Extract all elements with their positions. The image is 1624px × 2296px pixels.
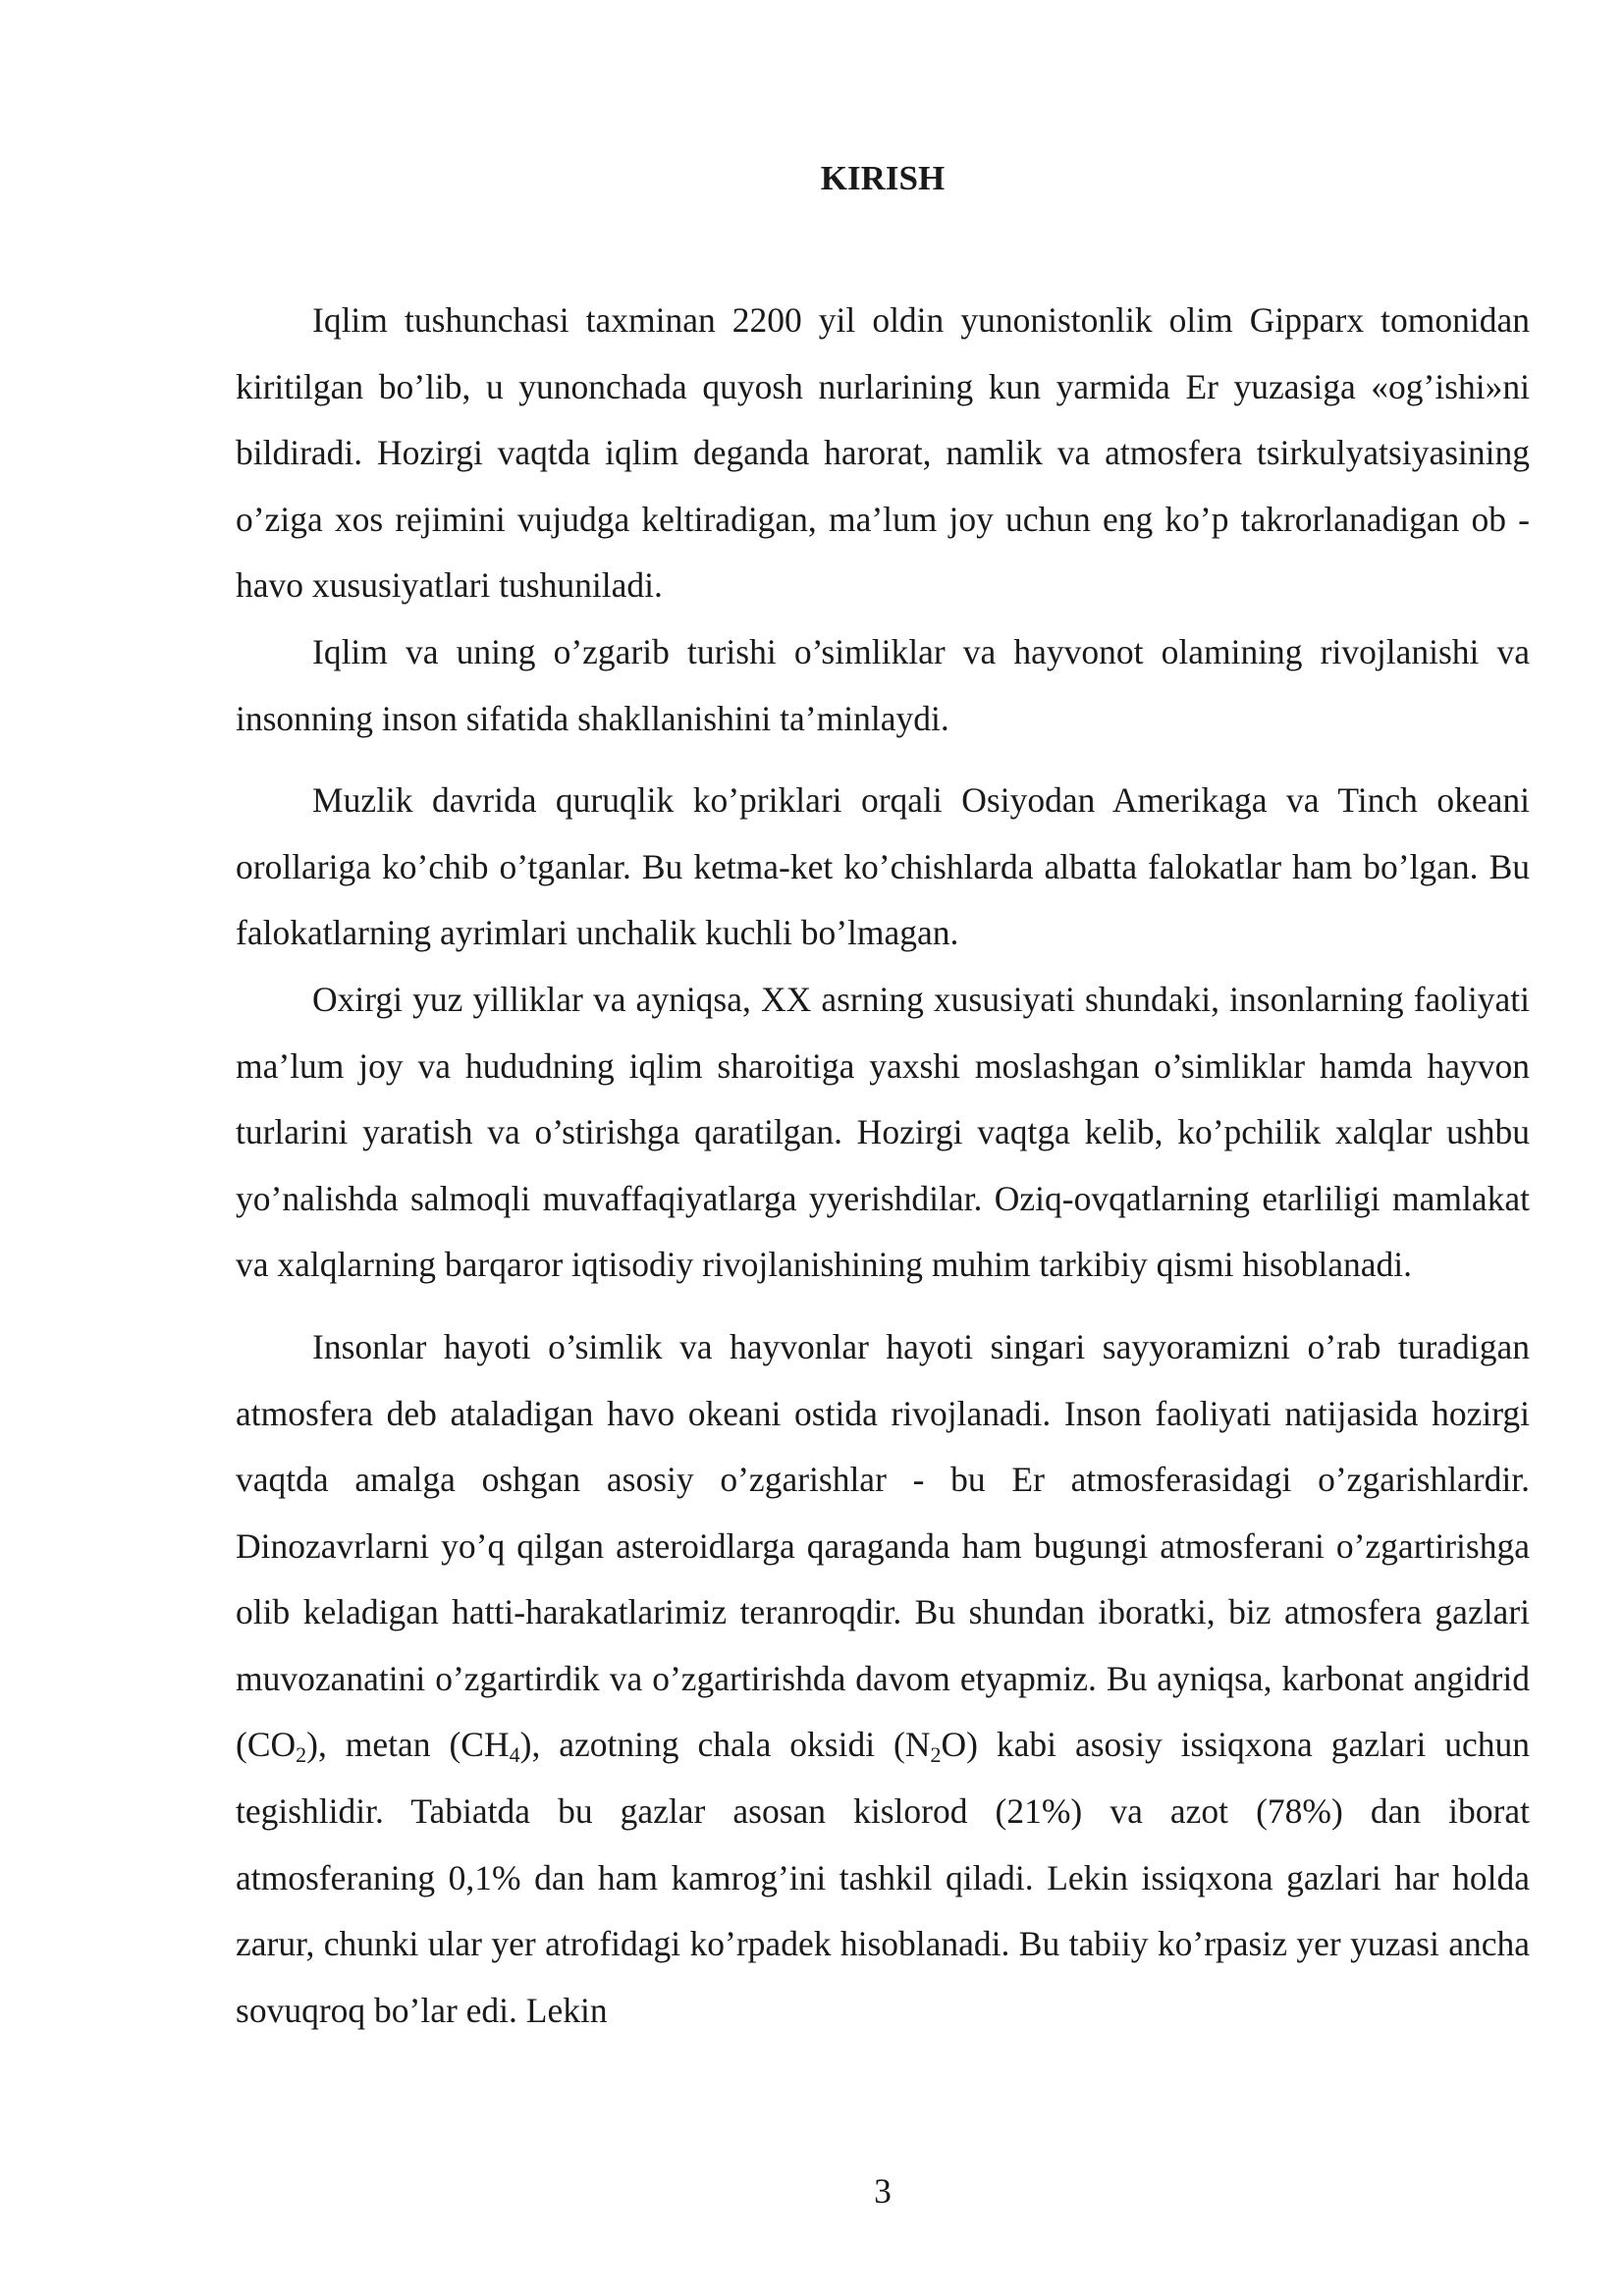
page-title: KIRISH (820, 159, 946, 197)
paragraph-3 (236, 768, 1530, 967)
paragraph-4 (236, 967, 1530, 1299)
text-run: Iqlim tushunchasi taxminan 2200 yil oldin yunonistonlik olim Gipparx tomonidan kiritilgan bo’lib, u yunonchada quyosh nurlarining kun yarmida Er yuzasiga «og’ishi»ni bildiradi. Hozirgi vaqtda iqlim deganda harorat, namlik va atmosfera tsirkulyatsiyasining o’ziga xos rejimini vujudga keltiradigan, ma’lum joy uchun eng ko’p takrorlanadigan ob - havo xususiyatlari tushuniladi. (236, 300, 1530, 606)
body-text (236, 288, 1530, 2044)
subscript: 2 (930, 1742, 942, 1768)
text-run: Muzlik davrida quruqlik ko’priklari orqali Osiyodan Amerikaga va Tinch okeani orollariga ko’chib o’tganlar. Bu ketma-ket ko’chishlarda albatta falokatlar ham bo’lgan. Bu falokatlarning ayrimlari unchalik kuchli bo’lmagan. (236, 780, 1530, 953)
text-run: ), metan (CH (306, 1725, 510, 1765)
paragraph-1 (236, 288, 1530, 619)
text-run: Iqlim va uning o’zgarib turishi o’simliklar va hayvonot olamining rivojlanishi va insonning inson sifatida shakllanishini ta’minlaydi. (236, 631, 1530, 738)
paragraph-2 (236, 619, 1530, 752)
paragraph-5 (236, 1314, 1530, 2045)
text-run: Insonlar hayoti o’simlik va hayvonlar hayoti singari sayyoramizni o’rab turadigan atmosfera deb ataladigan havo okeani ostida rivojlanadi. Inson faoliyati natijasida hozirgi vaqtda amalga oshgan asosiy o’zgarishlar - bu Er atmosferasidagi o’zgarishlardir. Dinozavrlarni yo’q qilgan asteroidlarga qaraganda ham bugungi atmosferani o’zgartirishga olib keladigan hatti-harakatlarimiz teranroqdir. Bu shundan iboratki, biz atmosfera gazlari muvozanatini o’zgartirdik va o’zgartirishda davom etyapmiz. Bu ayniqsa, karbonat angidrid (CO (236, 1326, 1530, 1765)
title-block (236, 155, 1530, 202)
page-number: 3 (874, 2171, 892, 2211)
text-run: O) kabi asosiy issiqxona gazlari uchun tegishlidir. Tabiatda bu gazlar asosan kislorod (21%) va azot (78%) dan iborat atmosferaning 0,1% dan ham kamrog’ini tashkil qiladi. Lekin issiqxona gazlari har holda zarur, chunki ular yer atrofidagi ko’rpadek hisoblanadi. Bu tabiiy ko’rpasiz yer yuzasi ancha sovuqroq bo’lar edi. Lekin (236, 1725, 1531, 2030)
subscript: 4 (509, 1742, 520, 1768)
subscript: 2 (296, 1742, 307, 1768)
text-run: Oxirgi yuz yilliklar va ayniqsa, XX asrning xususiyati shundaki, insonlarning faoliyati ma’lum joy va hududning iqlim sharoitiga yaxshi moslashgan o’simliklar hamda hayvon turlarini yaratish va o’stirishga qaratilgan. Hozirgi vaqtga kelib, ko’pchilik xalqlar ushbu yo’nalishda salmoqli muvaffaqiyatlarga yyerishdilar. Oziq-ovqatlarning etarliligi mamlakat va xalqlarning barqaror iqtisodiy rivojlanishining muhim tarkibiy qismi hisoblanadi. (236, 979, 1530, 1285)
text-run: ), azotning chala oksidi (N (519, 1725, 931, 1765)
